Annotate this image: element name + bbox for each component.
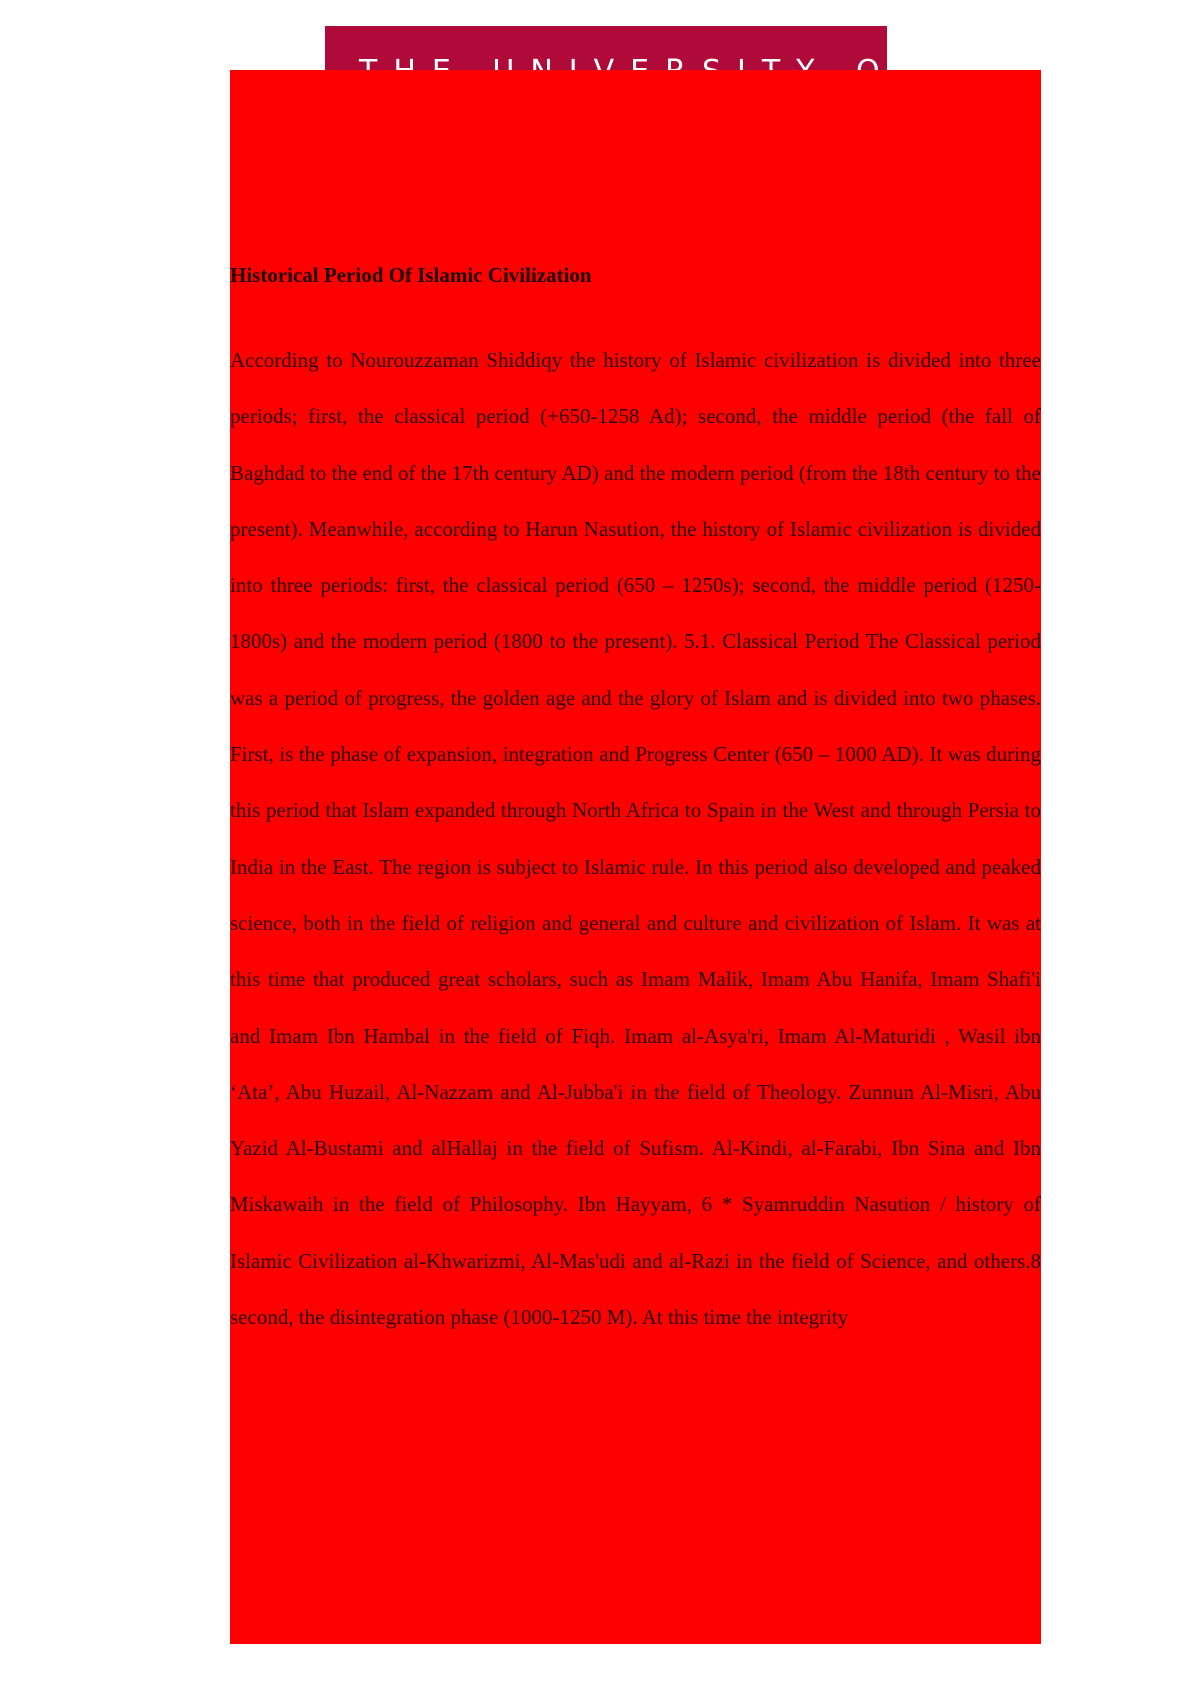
section-heading: Historical Period Of Islamic Civilization bbox=[230, 263, 592, 287]
body-paragraph: According to Nourouzzaman Shiddiqy the history of Islamic civilization is divided into three periods; first, the classical period (+650-1258 Ad); second, the middle period (the fall of Baghdad to the end of the 17th century AD) and the modern period (from the 18th century to the present). Meanwhile, according to Harun Nasution, the history of Islamic civilization is divided into three periods: first, the classical period (650 – 1250s); second, the middle period (1250-1800s) and the modern period (1800 to the present). 5.1. Classical Period The Classical period was a period of progress, the golden age and the glory of Islam and is divided into two phases. First, is the phase of expansion, integration and Progress Center (650 – 1000 AD). It was during this period that Islam expanded through North Africa to Spain in the West and through Persia to India in the East. The region is subject to Islamic rule. In this period also developed and peaked science, both in the field of religion and general and culture and civilization of Islam. It was at this time that produced great scholars, such as Imam Malik, Imam Abu Hanifa, Imam Shafi'i and Imam Ibn Hambal in the field of Fiqh. Imam al-Asya'ri, Imam Al-Maturidi , Wasil ibn ‘Ata’, Abu Huzail, Al-Nazzam and Al-Jubba'i in the field of Theology. Zunnun Al-Misri, Abu Yazid Al-Bustami and alHallaj in the field of Sufism. Al-Kindi, al-Farabi, Ibn Sina and Ibn Miskawaih in the field of Philosophy. Ibn Hayyam, 6 * Syamruddin Nasution / history of Islamic Civilization al-Khwarizmi, Al-Mas'udi and al-Razi in the field of Science, and others.8 second, the disintegration phase (1000-1250 M). At this time the integrity bbox=[230, 348, 1041, 1330]
article-content bbox=[230, 262, 1041, 1345]
red-overlay bbox=[230, 70, 1041, 1644]
